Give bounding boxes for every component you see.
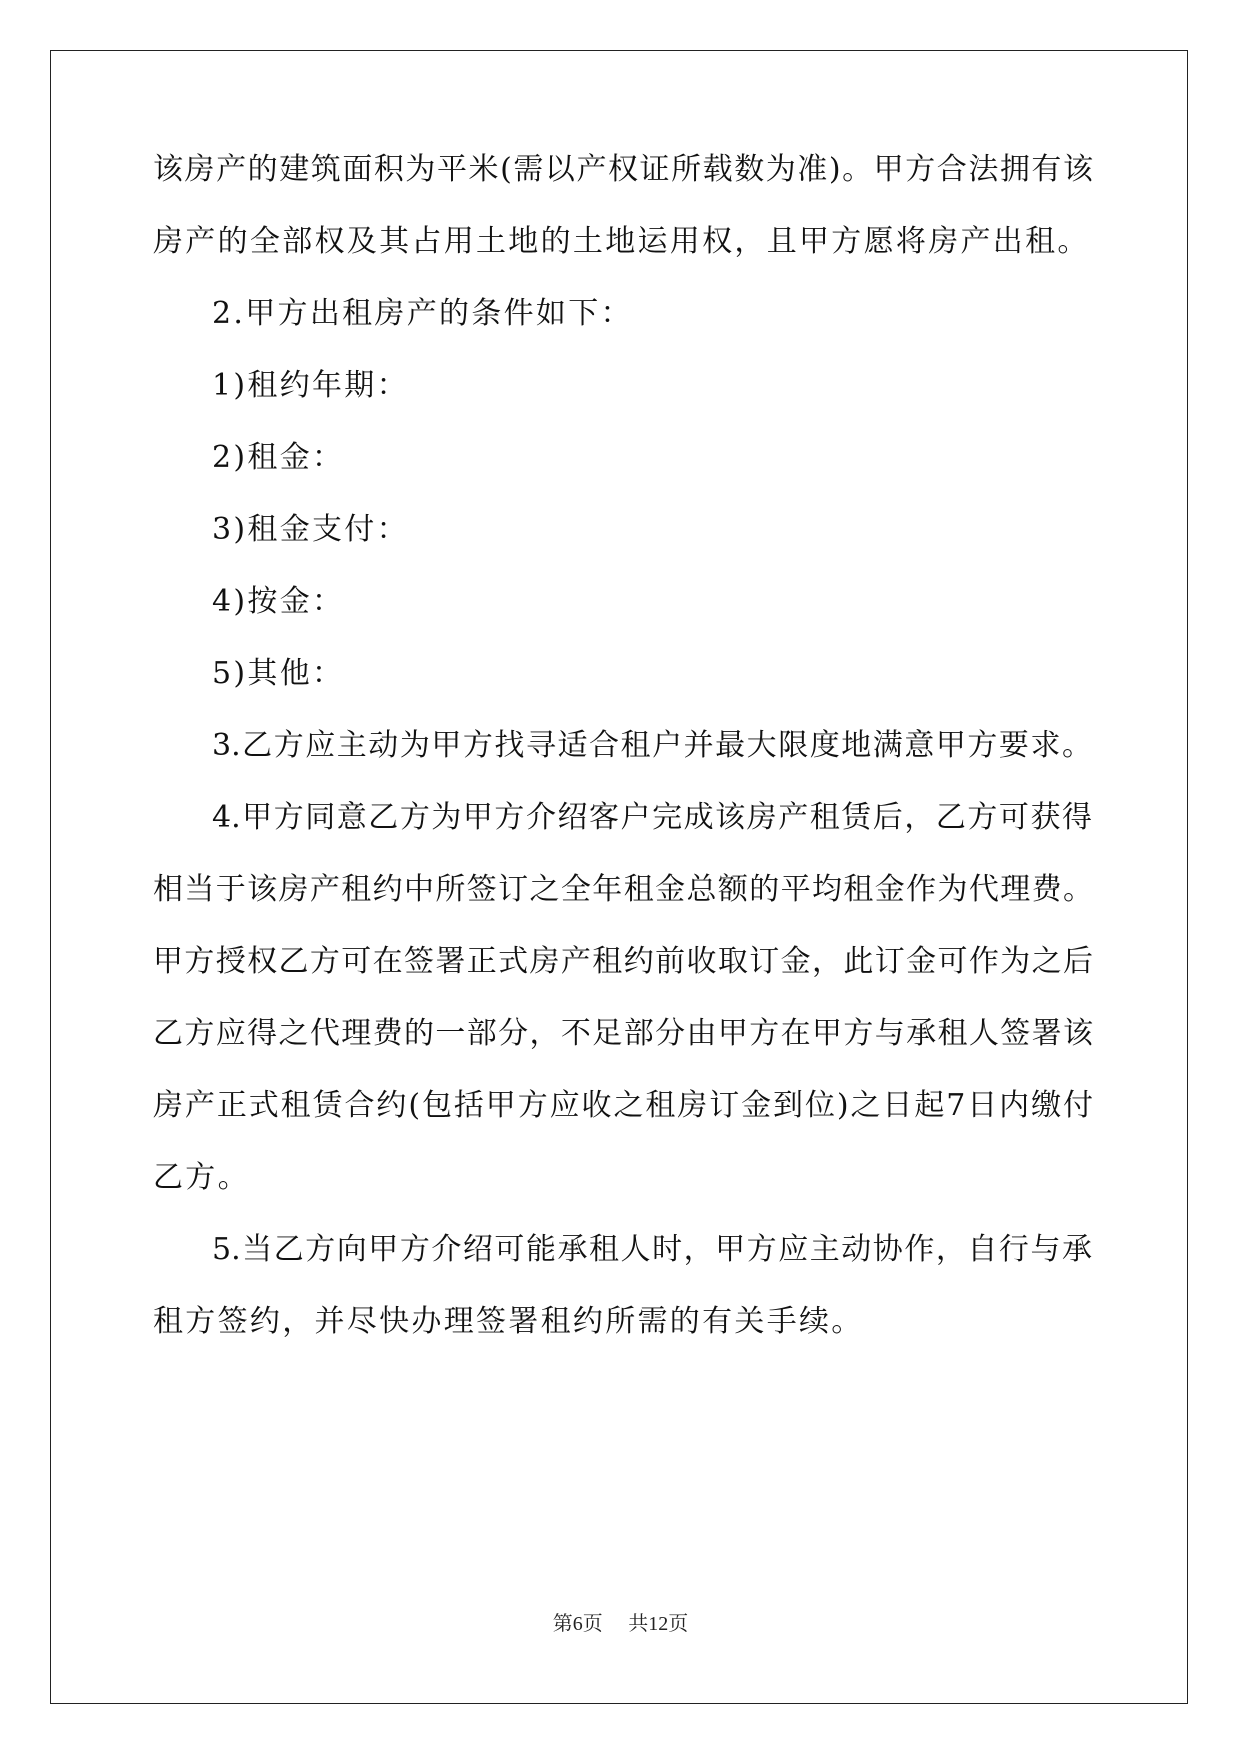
paragraph-line: 3)租金支付： [212, 512, 409, 547]
page-footer [0, 1610, 1241, 1637]
paragraph-line: 4.甲方同意乙方为甲方介绍客户完成该房产租赁后，乙方可获得 [212, 800, 1092, 835]
page-total: 12 [648, 1613, 669, 1635]
paragraph-line: 2.甲方出租房产的条件如下： [212, 296, 633, 331]
paragraph-line: 该房产的建筑面积为平米(需以产权证所载数为准)。甲方合法拥有该 [153, 152, 1093, 187]
page-prefix: 第 [552, 1611, 573, 1635]
paragraph-line: 乙方应得之代理费的一部分，不足部分由甲方在甲方与承租人签署该 [153, 1016, 1093, 1051]
paragraph-line: 4)按金： [212, 584, 345, 619]
paragraph-line: 租方签约，并尽快办理签署租约所需的有关手续。 [153, 1304, 864, 1339]
paragraph-line: 5.当乙方向甲方介绍可能承租人时，甲方应主动协作，自行与承 [212, 1232, 1092, 1267]
total-prefix: 共 [628, 1611, 649, 1635]
total-suffix: 页 [668, 1611, 689, 1635]
page-current: 6 [572, 1613, 583, 1635]
page-suffix: 页 [582, 1611, 603, 1635]
paragraph-line: 3.乙方应主动为甲方找寻适合租户并最大限度地满意甲方要求。 [212, 728, 1092, 763]
paragraph-line: 5)其他： [212, 656, 345, 691]
paragraph-line: 相当于该房产租约中所签订之全年租金总额的平均租金作为代理费。 [153, 872, 1093, 907]
paragraph-line: 甲方授权乙方可在签署正式房产租约前收取订金，此订金可作为之后 [153, 944, 1093, 979]
paragraph-line: 2)租金： [212, 440, 345, 475]
paragraph-line: 1)租约年期： [212, 368, 409, 403]
paragraph-line: 房产的全部权及其占用土地的土地运用权，且甲方愿将房产出租。 [153, 224, 1090, 259]
paragraph-line: 乙方。 [153, 1160, 250, 1195]
paragraph-line: 房产正式租赁合约(包括甲方应收之租房订金到位)之日起7日内缴付 [153, 1088, 1093, 1123]
